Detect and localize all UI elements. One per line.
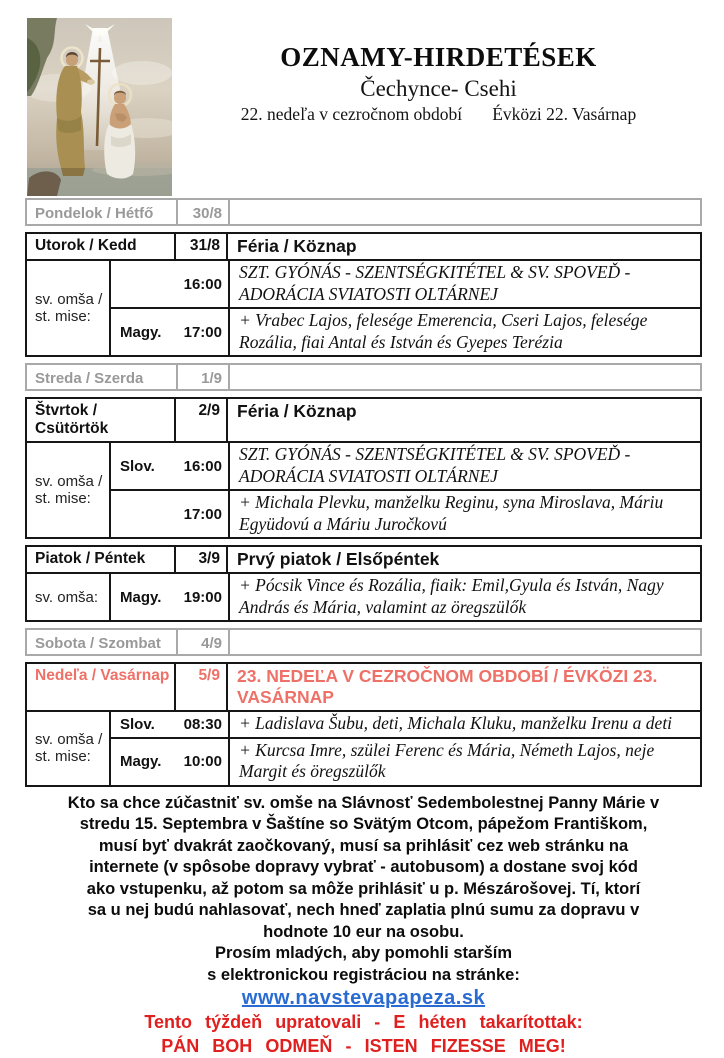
mass-description: SZT. GYÓNÁS - SZENTSÉGKITÉTEL & SV. SPOVEĎ - ADORÁCIA SVIATOSTI OLTÁRNEJ bbox=[239, 262, 631, 304]
mass-time: 17:00 bbox=[183, 323, 222, 341]
schedule-row-sunday bbox=[25, 662, 702, 787]
pilgrimage-announcement bbox=[25, 793, 702, 987]
liturgical-week bbox=[175, 104, 702, 125]
announcement-line: musí byť dvakrát zaočkovaný, musí sa prihlásiť cez web stránku na bbox=[98, 836, 629, 855]
schedule-row-tuesday bbox=[25, 232, 702, 357]
jesus-figure bbox=[104, 84, 135, 179]
announcement-line: Prosím mladých, aby pomohli starším bbox=[214, 944, 513, 962]
mass-label: sv. omša / st. mise: bbox=[27, 261, 111, 355]
schedule-row-thursday bbox=[25, 397, 702, 539]
cleaning-notice: Tento týždeň upratovali - E héten takarítottak: bbox=[144, 1012, 583, 1032]
mass-time: 17:00 bbox=[183, 505, 222, 523]
mass-description: + Michala Plevku, manželku Reginu, syna Miroslava, Máriu Együdovú a Máriu Juročkovú bbox=[239, 492, 664, 534]
day-label: Sobota / Szombat bbox=[35, 635, 161, 652]
mass-row bbox=[111, 307, 700, 355]
schedule-row-monday bbox=[25, 198, 702, 226]
mass-time: 08:30 bbox=[183, 715, 222, 733]
day-label: Streda / Szerda bbox=[35, 370, 144, 387]
mass-row bbox=[111, 443, 700, 489]
mass-language: Magy. bbox=[120, 588, 162, 606]
mass-time: 16:00 bbox=[183, 275, 222, 293]
announcement-line: s elektronickou registráciou na stránke: bbox=[207, 965, 520, 984]
announcement-line: ako vstupenku, až potom sa môže prihlásiť u p. Mészárošovej. Tí, ktorí bbox=[86, 879, 641, 898]
mass-label: sv. omša / st. mise: bbox=[27, 712, 111, 785]
mass-language: Slov. bbox=[120, 457, 155, 475]
schedule-table bbox=[25, 198, 702, 787]
announcement-line: hodnote 10 eur na osobu. bbox=[263, 922, 464, 941]
mass-description: + Ladislava Šubu, deti, Michala Kluku, manželku Irenu a deti bbox=[239, 713, 673, 733]
date-label: 1/9 bbox=[176, 365, 230, 389]
header bbox=[25, 0, 702, 198]
announcement-line: internete (v spôsobe dopravy vybrať - autobusom) a dostane svoj kód bbox=[89, 858, 638, 876]
empty-cell bbox=[230, 630, 700, 654]
baptism-of-christ-image bbox=[27, 18, 172, 196]
announcement-line: stredu 15. Septembra v Šaštíne so Svätým Otcom, pápežom Františkom, bbox=[79, 815, 648, 833]
registration-link[interactable]: www.navstevapapeza.sk bbox=[241, 987, 486, 1009]
date-label: 4/9 bbox=[176, 630, 230, 654]
mass-label: sv. omša / st. mise: bbox=[27, 443, 111, 537]
day-label: Pondelok / Hétfő bbox=[35, 205, 154, 222]
parish-name: Čechynce- Csehi bbox=[360, 76, 517, 101]
registration-link-line bbox=[25, 987, 702, 1010]
mass-label: sv. omša: bbox=[27, 574, 111, 620]
feast-title: 23. NEDEĽA V CEZROČNOM OBDOBÍ / ÉVKÖZI 23. VASÁRNAP bbox=[237, 666, 658, 707]
feast-title: Féria / Köznap bbox=[237, 401, 357, 421]
announcement-line: Kto sa chce zúčastniť sv. omše na Slávnosť Sedembolestnej Panny Márie v bbox=[67, 793, 660, 812]
page-title: OZNAMY-HIRDETÉSEK bbox=[280, 42, 597, 72]
mass-description: + Vrabec Lajos, felesége Emerencia, Cseri Lajos, felesége Rozália, fiai Antal és István és Gyepes Terézia bbox=[239, 310, 648, 352]
blessing-line: PÁN BOH ODMEŇ - ISTEN FIZESSE MEG! bbox=[161, 1036, 566, 1056]
day-label: Utorok / Kedd bbox=[35, 237, 137, 254]
schedule-row-saturday bbox=[25, 628, 702, 656]
mass-row bbox=[111, 261, 700, 307]
mass-row bbox=[111, 574, 700, 620]
mass-row bbox=[111, 712, 700, 737]
day-label: Štvrtok / Csütörtök bbox=[35, 402, 109, 437]
mass-language: Magy. bbox=[120, 753, 162, 770]
date-label: 5/9 bbox=[174, 664, 228, 710]
mass-row bbox=[111, 489, 700, 537]
feast-title: Féria / Köznap bbox=[237, 236, 357, 256]
mass-language: Magy. bbox=[120, 323, 162, 341]
date-label: 30/8 bbox=[176, 200, 230, 224]
empty-cell bbox=[230, 200, 700, 224]
mass-time: 19:00 bbox=[183, 588, 222, 606]
mass-description: SZT. GYÓNÁS - SZENTSÉGKITÉTEL & SV. SPOVEĎ - ADORÁCIA SVIATOSTI OLTÁRNEJ bbox=[239, 444, 631, 486]
week-label-slovak: 22. nedeľa v cezročnom období bbox=[240, 104, 463, 124]
date-label: 31/8 bbox=[174, 234, 228, 259]
mass-time: 10:00 bbox=[183, 753, 222, 770]
date-label: 3/9 bbox=[174, 547, 228, 572]
mass-language: Slov. bbox=[120, 715, 155, 733]
empty-cell bbox=[230, 365, 700, 389]
announcement-line: sa u nej budú nahlasovať, nech hneď zaplatia plnú sumu za dopravu v bbox=[87, 901, 640, 919]
feast-title: Prvý piatok / Elsőpéntek bbox=[237, 549, 440, 569]
schedule-row-friday bbox=[25, 545, 702, 622]
date-label: 2/9 bbox=[174, 399, 228, 441]
mass-row bbox=[111, 737, 700, 785]
mass-time: 16:00 bbox=[183, 457, 222, 475]
day-label: Nedeľa / Vasárnap bbox=[35, 667, 170, 684]
week-label-hungarian: Évközi 22. Vasárnap bbox=[492, 104, 637, 124]
day-label: Piatok / Péntek bbox=[35, 550, 146, 567]
mass-description: + Kurcsa Imre, szülei Ferenc és Mária, Németh Lajos, neje Margit és öregszülők bbox=[239, 739, 655, 781]
mass-description: + Pócsik Vince és Rozália, fiaik: Emil,Gyula és István, Nagy András és Mária, valamint az öregszülők bbox=[239, 575, 664, 617]
schedule-row-wednesday bbox=[25, 363, 702, 391]
